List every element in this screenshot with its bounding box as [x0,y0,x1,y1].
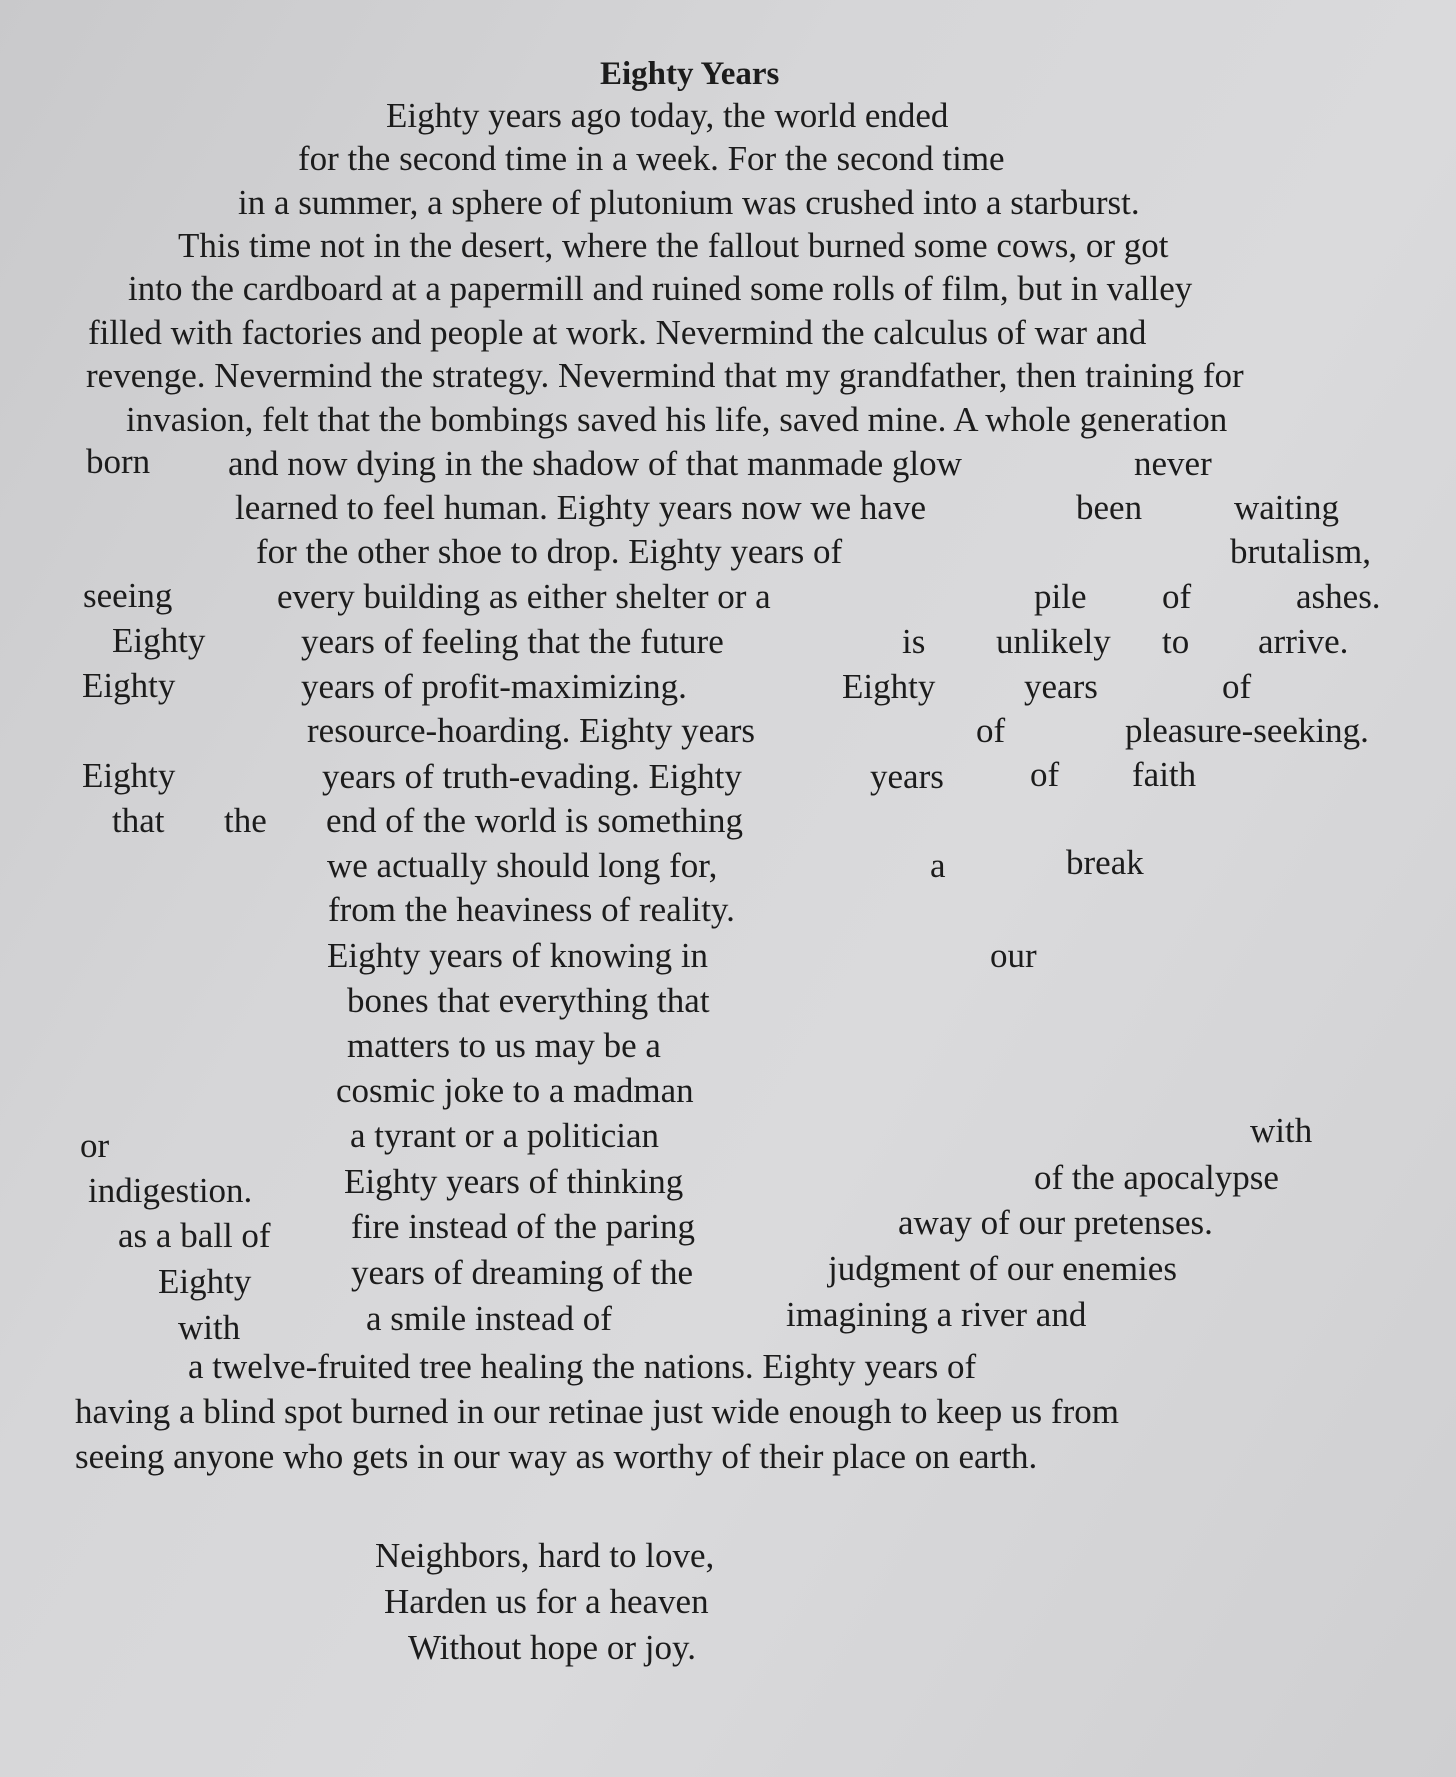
poem-fragment: as a ball of [118,1216,271,1255]
poem-fragment: end of the world is something [326,801,744,840]
poem-fragment: born [86,442,151,481]
poem-fragment: of [976,711,1006,750]
poem-fragment: Eighty years of thinking [344,1162,684,1201]
poem-fragment: of [1162,577,1192,616]
poem-fragment: Eighty [82,666,176,705]
poem-fragment: that [112,801,165,840]
poem-fragment: having a blind spot burned in our retinae just wide enough to keep us from [75,1392,1119,1431]
poem-fragment: with [178,1308,241,1347]
poem-fragment: resource-hoarding. Eighty years [307,711,756,750]
poem-fragment: Eighty [112,621,206,660]
poem-fragment: we actually should long for, [327,846,718,885]
poem-fragment: years of dreaming of the [351,1253,694,1292]
poem-fragment: fire instead of the paring [351,1207,696,1246]
poem-fragment: unlikely [996,622,1111,661]
poem-fragment: waiting [1234,488,1339,527]
poem-fragment: with [1250,1111,1313,1150]
poem-fragment: matters to us may be a [347,1026,661,1065]
poem-fragment: to [1162,622,1190,661]
poem-fragment: Eighty years of knowing in [327,936,709,975]
poem-fragment: is [902,622,926,661]
poem-fragment: years [1024,667,1098,706]
poem-fragment: seeing anyone who gets in our way as worthy of their place on earth. [75,1437,1038,1476]
poem-fragment: pile [1034,577,1087,616]
poem-fragment: Eighty [82,756,176,795]
poem-line: Eighty years ago today, the world ended [386,96,949,135]
poem-fragment: a smile instead of [366,1299,612,1338]
poem-fragment: or [80,1126,110,1165]
poem-line: revenge. Nevermind the strategy. Nevermind that my grandfather, then training for [86,356,1244,395]
poem-line: invasion, felt that the bombings saved his life, saved mine. A whole generation [126,400,1228,439]
poem-line: into the cardboard at a papermill and ruined some rolls of film, but in valley [128,269,1193,308]
closing-line: Without hope or joy. [408,1628,696,1667]
closing-line: Harden us for a heaven [384,1582,709,1621]
poem-fragment: Eighty [842,667,936,706]
poem-fragment: a twelve-fruited tree healing the nations. Eighty years of [188,1347,977,1386]
poem-fragment: ashes. [1296,577,1381,616]
poem-fragment: faith [1132,755,1197,794]
poem-fragment: cosmic joke to a madman [336,1071,694,1110]
poem-fragment: a tyrant or a politician [350,1116,660,1155]
poem-fragment: never [1134,444,1212,483]
poem-fragment: our [990,936,1037,975]
poem-fragment: away of our pretenses. [898,1203,1213,1242]
poem-line: in a summer, a sphere of plutonium was crushed into a starburst. [238,183,1140,222]
poem-fragment: pleasure-seeking. [1125,711,1369,750]
poem-fragment: years of feeling that the future [301,622,724,661]
closing-line: Neighbors, hard to love, [375,1536,715,1575]
poem-fragment: judgment of our enemies [828,1249,1177,1288]
poem-fragment: break [1066,843,1144,882]
poem-fragment: of [1030,755,1060,794]
poem-fragment: imagining a river and [786,1295,1087,1334]
poem-fragment: brutalism, [1230,532,1371,571]
poem-fragment: every building as either shelter or a [277,577,771,616]
poem-fragment: a [930,846,946,885]
poem-fragment: arrive. [1258,622,1349,661]
poem-fragment: bones that everything that [347,981,710,1020]
poem-fragment: and now dying in the shadow of that manmade glow [228,444,962,483]
poem-fragment: of the apocalypse [1034,1158,1279,1197]
poem-fragment: Eighty [158,1262,252,1301]
poem-line: This time not in the desert, where the fallout burned some cows, or got [178,226,1169,265]
poem-fragment: the [224,801,267,840]
poem-fragment: years of truth-evading. Eighty [322,757,742,796]
poem-fragment: from the heaviness of reality. [328,890,735,929]
poem-fragment: learned to feel human. Eighty years now we have [235,488,926,527]
poem-title: Eighty Years [600,56,780,92]
poem-fragment: of [1222,667,1252,706]
poem-fragment: years [870,757,944,796]
poem-fragment: years of profit-maximizing. [301,667,687,706]
poem-line: for the second time in a week. For the second time [298,139,1005,178]
poem-fragment: seeing [83,576,173,615]
poem-fragment: indigestion. [88,1171,253,1210]
poem-line: filled with factories and people at work. Nevermind the calculus of war and [88,313,1147,352]
poem-fragment: for the other shoe to drop. Eighty years of [256,532,843,571]
poem-fragment: been [1076,488,1143,527]
